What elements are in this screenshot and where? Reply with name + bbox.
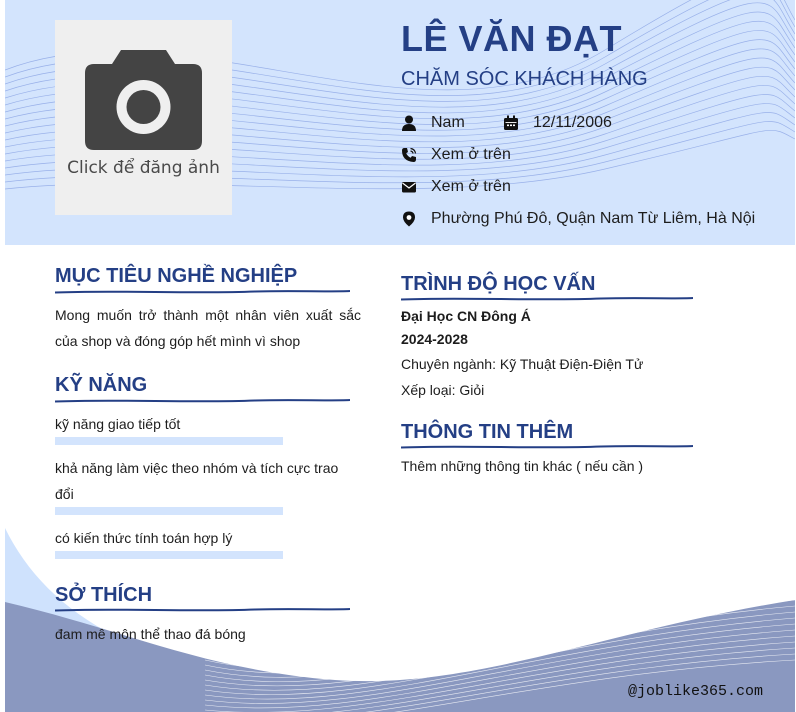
address-row <box>401 208 755 230</box>
education-major: Chuyên ngành: Kỹ Thuật Điện-Điện Tử <box>401 356 644 372</box>
skills-underline <box>55 398 350 404</box>
hobbies-text: đam mê môn thể thao đá bóng <box>55 626 246 642</box>
education-grade: Xếp loại: Giỏi <box>401 382 485 398</box>
profile-photo-upload[interactable] <box>55 20 232 215</box>
map-pin-icon <box>401 211 417 227</box>
education-school: Đại Học CN Đông Á <box>401 308 531 324</box>
objective-title: MỤC TIÊU NGHỀ NGHIỆP <box>55 265 298 287</box>
birthdate-value: 12/11/2006 <box>533 114 612 131</box>
education-years: 2024-2028 <box>401 331 468 347</box>
gender-row <box>401 112 465 134</box>
skill-level-bar <box>55 507 283 515</box>
calendar-icon <box>503 115 519 131</box>
envelope-icon <box>401 179 417 195</box>
gender-value: Nam <box>431 114 465 131</box>
phone-icon <box>401 147 417 163</box>
skill-level-bar <box>55 437 283 445</box>
birthdate-row <box>503 112 612 134</box>
objective-text: Mong muốn trở thành một nhân viên xuất sắc của shop và đóng góp hết mình vì shop <box>55 307 361 349</box>
hobbies-underline <box>55 607 350 613</box>
objective-underline <box>55 289 350 295</box>
camera-icon <box>85 48 202 150</box>
skill-item: kỹ năng giao tiếp tốt <box>55 416 181 432</box>
hobbies-title: SỞ THÍCH <box>55 584 153 606</box>
phone-value: Xem ở trên <box>431 146 511 163</box>
skill-item: có kiến thức tính toán hợp lý <box>55 530 233 546</box>
additional-info-text: Thêm những thông tin khác ( nếu cần ) <box>401 458 644 474</box>
job-title: CHĂM SÓC KHÁCH HÀNG <box>401 68 648 90</box>
address-value: Phường Phú Đô, Quận Nam Từ Liêm, Hà Nội <box>431 210 756 227</box>
additional-info-underline <box>401 444 693 450</box>
skill-item: khả năng làm việc theo nhóm và tích cực trao đổi <box>55 460 339 502</box>
candidate-name: LÊ VĂN ĐẠT <box>401 18 622 59</box>
education-title: TRÌNH ĐỘ HỌC VẤN <box>401 273 596 295</box>
photo-caption: Click để đăng ảnh <box>67 158 220 178</box>
skills-title: KỸ NĂNG <box>55 374 148 396</box>
watermark: @joblike365.com <box>628 683 764 700</box>
email-row <box>401 176 511 198</box>
education-underline <box>401 296 693 302</box>
additional-info-title: THÔNG TIN THÊM <box>401 421 574 443</box>
user-icon <box>401 115 417 131</box>
skill-level-bar <box>55 551 283 559</box>
email-value: Xem ở trên <box>431 178 511 195</box>
phone-row <box>401 144 511 166</box>
